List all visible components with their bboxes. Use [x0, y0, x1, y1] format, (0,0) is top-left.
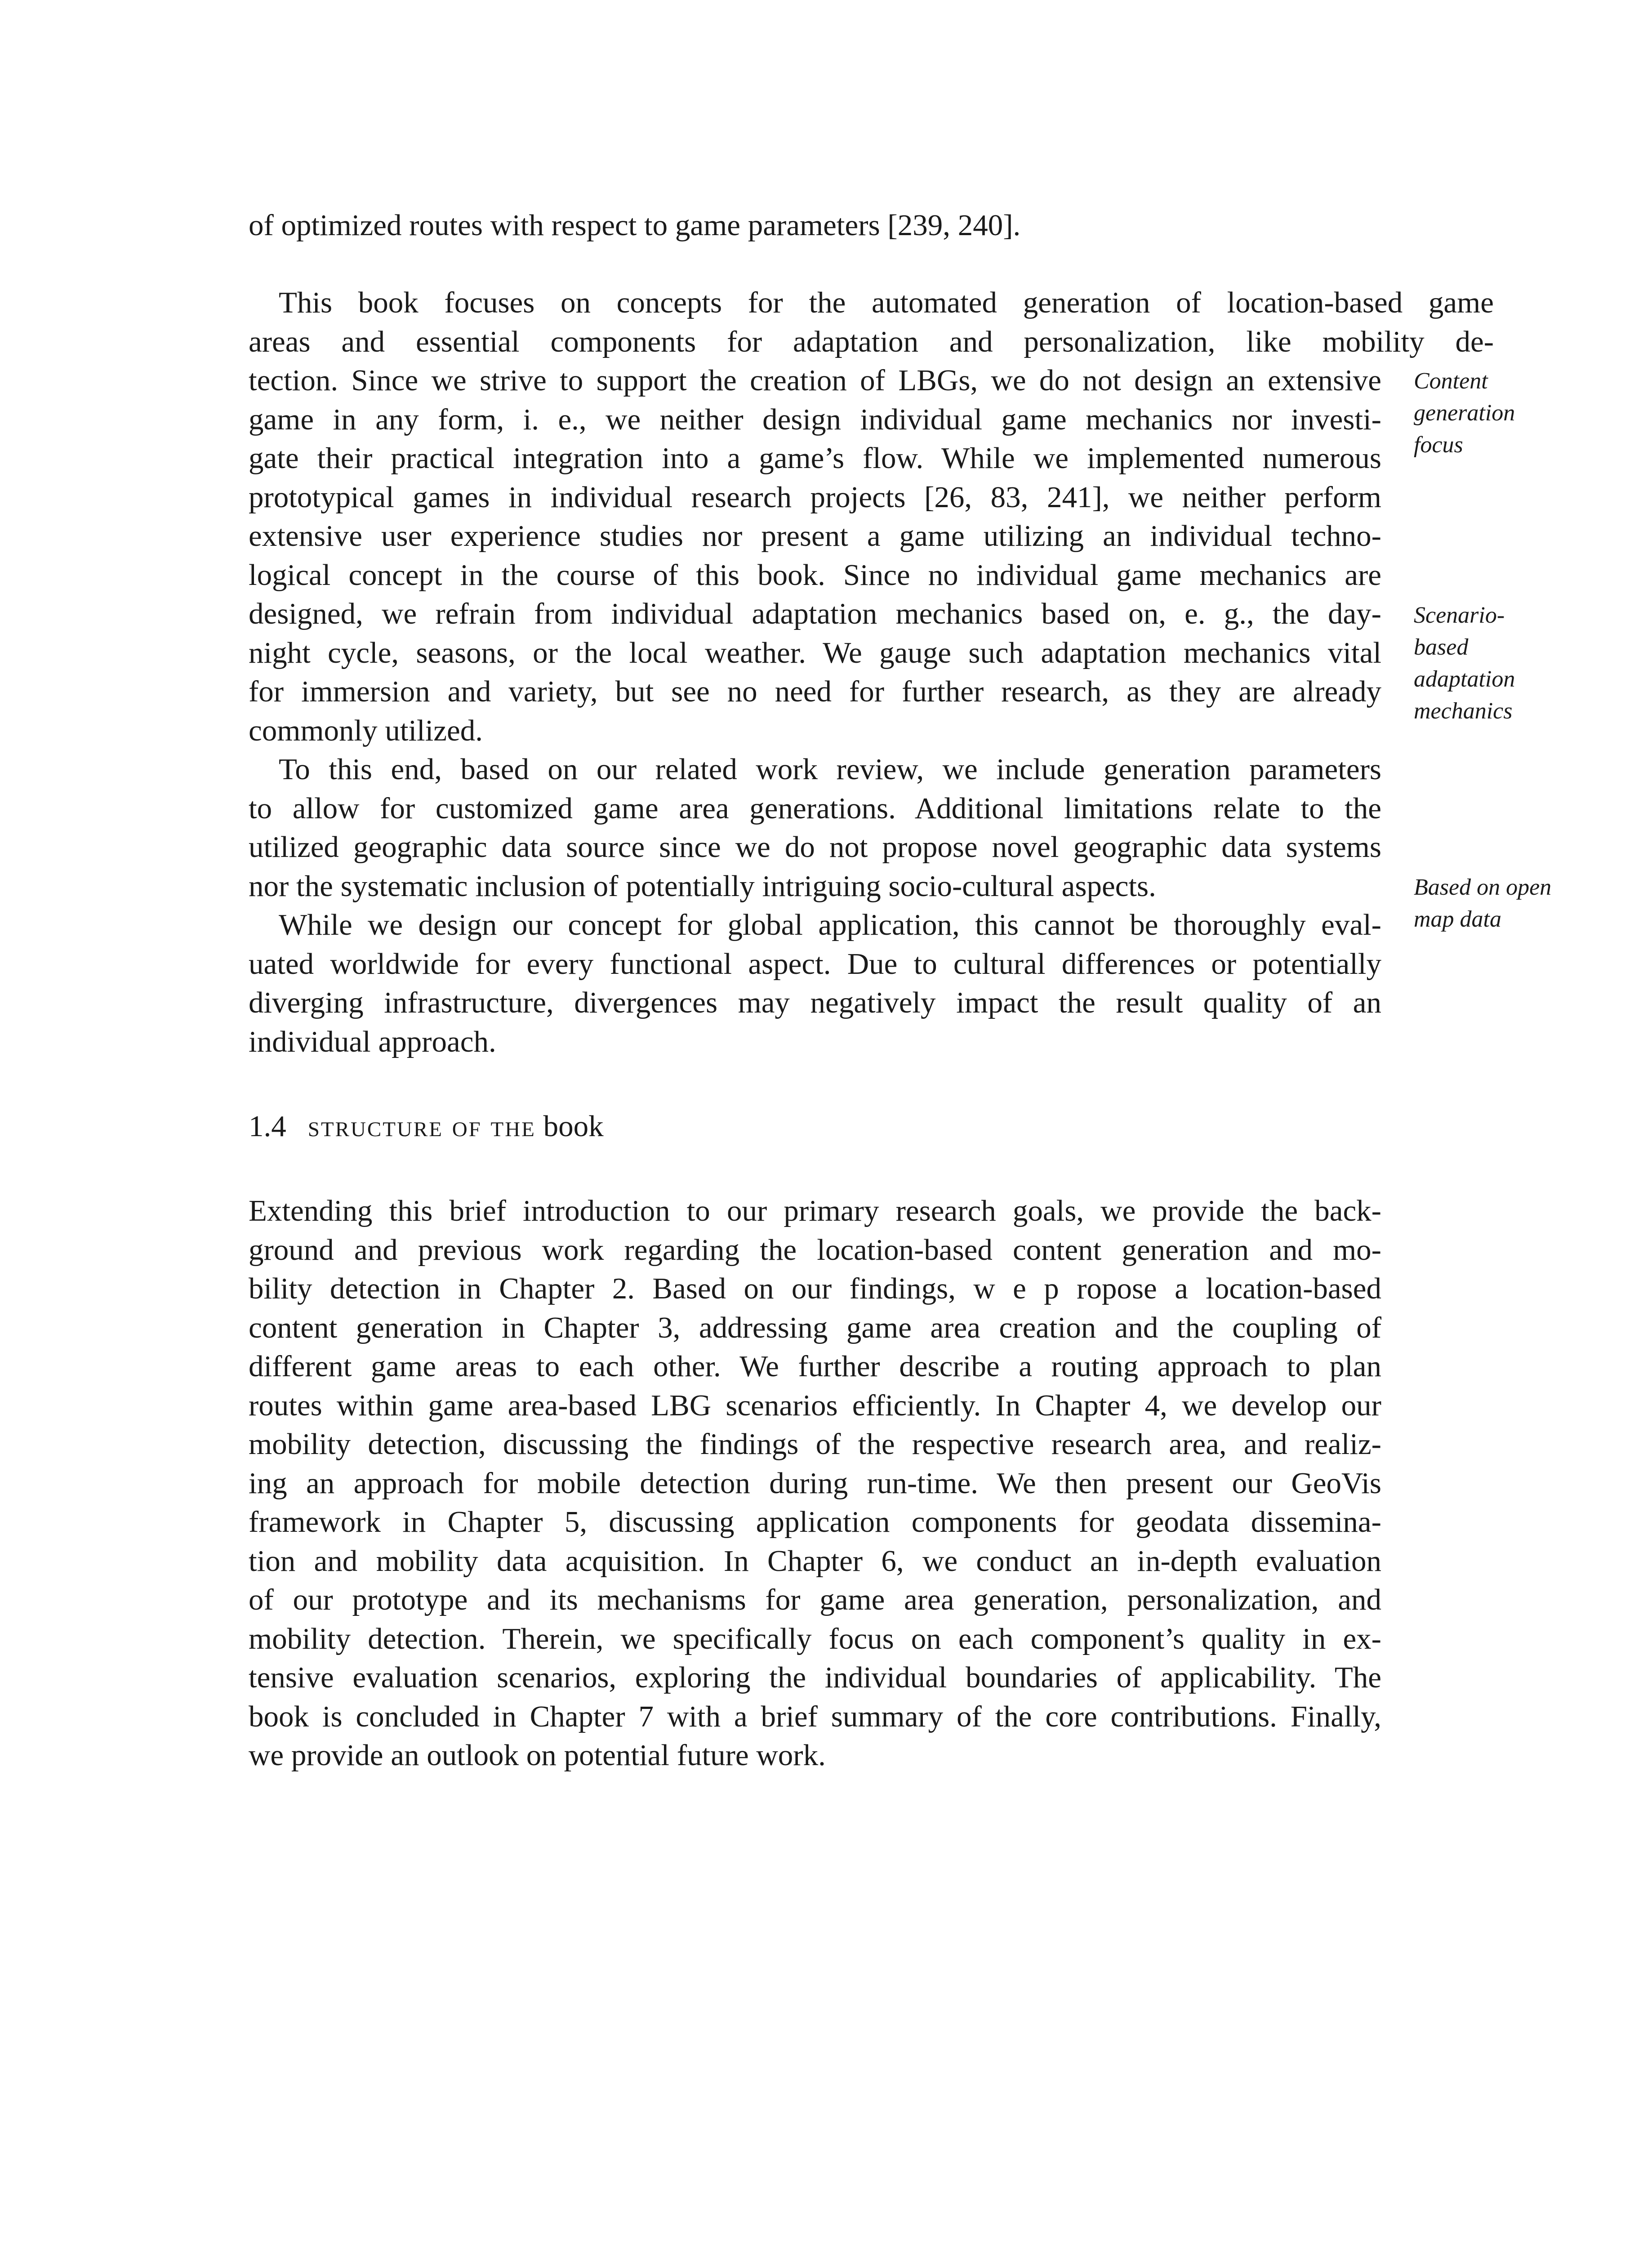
- structure-paragraph-line: of our prototype and its mechanisms for game area generation, personalization, and: [249, 1583, 1381, 1616]
- structure-paragraph-line: book is concluded in Chapter 7 with a brief summary of the core contributions. Finally,: [249, 1700, 1381, 1733]
- scope-paragraph-1-line: game in any form, i. e., we neither design individual game mechanics nor investi-: [249, 403, 1381, 436]
- scope-paragraph-1-line: This book focuses on concepts for the automated generation of location-based game: [279, 286, 1494, 319]
- scope-paragraph-1-line: tection. Since we strive to support the creation of LBGs, we do not design an extensive: [249, 364, 1381, 397]
- section-number: 1.4: [249, 1110, 286, 1143]
- scope-paragraph-1-line: night cycle, seasons, or the local weather. We gauge such adaptation mechanics vital: [249, 636, 1381, 669]
- section-title-word: book: [543, 1110, 604, 1143]
- structure-paragraph-line: ing an approach for mobile detection during run-time. We then present our GeoVis: [249, 1467, 1381, 1500]
- margin-note-line: mechanics: [1414, 698, 1513, 724]
- structure-paragraph-line: framework in Chapter 5, discussing application components for geodata dissemina-: [249, 1505, 1381, 1539]
- scope-paragraph-1-line: designed, we refrain from individual adaptation mechanics based on, e. g., the day-: [249, 597, 1381, 630]
- margin-note-line: adaptation: [1414, 666, 1515, 692]
- scope-paragraph-1-line: logical concept in the course of this book. Since no individual game mechanics are: [249, 558, 1381, 592]
- scope-paragraph-3-line: individual approach.: [249, 1025, 496, 1058]
- section-title-smallcaps: structure of the: [307, 1110, 536, 1143]
- structure-paragraph-line: content generation in Chapter 3, addressing game area creation and the coupling of: [249, 1311, 1381, 1344]
- structure-paragraph-line: Extending this brief introduction to our primary research goals, we provide the back-: [249, 1194, 1381, 1227]
- scope-paragraph-2-line: To this end, based on our related work review, we include generation parameters: [279, 753, 1381, 786]
- margin-note-line: Scenario-: [1414, 602, 1505, 628]
- margin-note-scenario-based-adaptation: [1414, 599, 1515, 727]
- margin-note-line: Based on open: [1414, 874, 1552, 900]
- scope-paragraph-1-line: areas and essential components for adaptation and personalization, like mobility de-: [249, 325, 1494, 358]
- scope-paragraph-1-line: prototypical games in individual research projects [26, 83, 241], we neither perform: [249, 481, 1381, 514]
- margin-note-line: map data: [1414, 906, 1501, 932]
- structure-paragraph-line: tensive evaluation scenarios, exploring the individual boundaries of applicability. The: [249, 1661, 1381, 1694]
- structure-paragraph-line: ground and previous work regarding the location-based content generation and mo-: [249, 1233, 1381, 1267]
- structure-paragraph-line: mobility detection. Therein, we specifically focus on each component’s quality in ex-: [249, 1622, 1381, 1655]
- structure-paragraph-line: bility detection in Chapter 2. Based on our findings, w e p ropose a location-based: [249, 1272, 1381, 1305]
- scope-paragraph-1-line: commonly utilized.: [249, 714, 483, 747]
- scope-paragraph-2-line: utilized geographic data source since we do not propose novel geographic data systems: [249, 830, 1381, 864]
- margin-note-line: based: [1414, 634, 1469, 660]
- scope-paragraph-1-line: for immersion and variety, but see no need for further research, as they are already: [249, 675, 1381, 708]
- continuation-line: of optimized routes with respect to game parameters [239, 240].: [249, 209, 1021, 242]
- margin-note-content-generation-focus: [1414, 365, 1515, 461]
- structure-paragraph-line: tion and mobility data acquisition. In Chapter 6, we conduct an in-depth evaluation: [249, 1544, 1381, 1578]
- structure-paragraph-line: routes within game area-based LBG scenarios efficiently. In Chapter 4, we develop our: [249, 1389, 1381, 1422]
- scope-paragraph-2-line: nor the systematic inclusion of potentially intriguing socio-cultural aspects.: [249, 870, 1156, 903]
- structure-paragraph-line: mobility detection, discussing the findings of the respective research area, and realiz-: [249, 1427, 1381, 1461]
- scope-paragraph-1-line: gate their practical integration into a game’s flow. While we implemented numerous: [249, 442, 1381, 475]
- scope-paragraph-3-line: uated worldwide for every functional aspect. Due to cultural differences or potentially: [249, 947, 1381, 981]
- scope-paragraph-2-line: to allow for customized game area generations. Additional limitations relate to the: [249, 792, 1381, 825]
- margin-note-line: Content: [1414, 368, 1488, 394]
- margin-note-open-map-data: [1414, 871, 1551, 935]
- scope-paragraph-3-line: diverging infrastructure, divergences may negatively impact the result quality of an: [249, 986, 1381, 1019]
- margin-note-line: generation: [1414, 400, 1515, 426]
- scope-paragraph-1-line: extensive user experience studies nor present a game utilizing an individual techno-: [249, 519, 1381, 553]
- structure-paragraph-line: different game areas to each other. We further describe a routing approach to plan: [249, 1350, 1381, 1383]
- structure-paragraph-line: we provide an outlook on potential future work.: [249, 1739, 826, 1772]
- margin-note-line: focus: [1414, 432, 1463, 458]
- section-heading: [249, 1111, 604, 1142]
- scope-paragraph-3-line: While we design our concept for global application, this cannot be thoroughly eval-: [279, 908, 1381, 941]
